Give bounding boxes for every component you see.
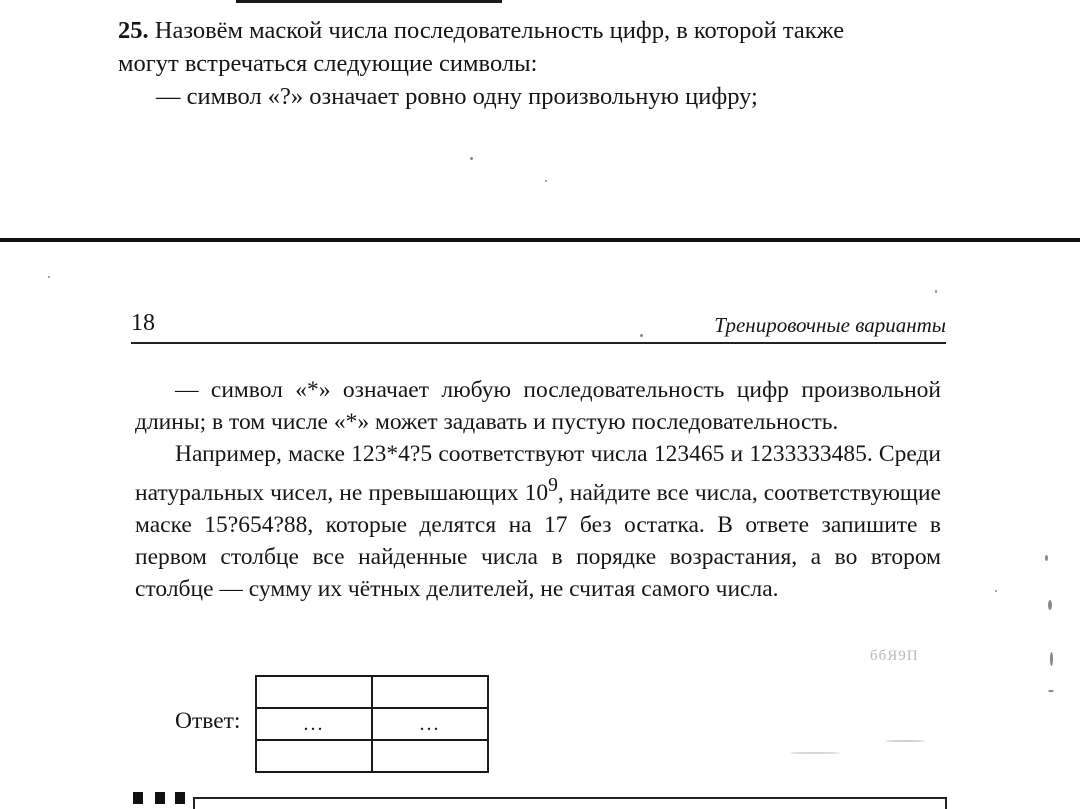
problem-body: [135, 374, 941, 605]
previous-page-excerpt: [118, 14, 948, 113]
scan-speck: [48, 276, 50, 278]
problem-number: 25.: [118, 17, 149, 44]
answer-cell[interactable]: [372, 740, 488, 772]
page-divider: [0, 238, 1080, 242]
scan-speck: [545, 180, 547, 182]
answer-row: [256, 676, 488, 708]
page-number: 18: [131, 310, 155, 336]
example-paragraph: [135, 438, 941, 605]
answer-table: [255, 675, 489, 773]
answer-cell[interactable]: ...: [256, 708, 372, 740]
page-header: [131, 310, 946, 344]
answer-row: [256, 708, 488, 740]
answer-cell[interactable]: [256, 676, 372, 708]
problem-text-line2: могут встречаться следующие символы:: [118, 50, 538, 77]
scan-speck: [790, 752, 840, 754]
scan-speck: [1050, 652, 1053, 666]
next-section-frame: [193, 797, 947, 809]
example-text-part2: , найдите все числа, соответствующие маске 15?654?88, которые делятся на 17 без остатка. В ответе запишите в первом столбце все найденные числа в порядке возрастания, а во втором столбце — сумму их чётных делителей, не считая самого числа.: [135, 479, 941, 602]
bottom-crop-marks: [133, 792, 193, 804]
answer-cell[interactable]: [256, 740, 372, 772]
bullet-question-symbol: — символ «?» означает ровно одну произвольную цифру;: [156, 83, 758, 110]
answer-cell[interactable]: ...: [372, 708, 488, 740]
faded-print-artifact: ббЯ9П: [870, 648, 919, 664]
scan-speck: [640, 334, 643, 337]
scan-speck: [935, 290, 937, 293]
scan-speck: [1045, 555, 1048, 561]
scan-speck: [470, 157, 473, 160]
answer-label: Ответ:: [175, 708, 241, 734]
exponent: 9: [548, 475, 558, 496]
scan-speck: [1048, 600, 1052, 610]
top-rule: [236, 0, 502, 3]
answer-row: [256, 740, 488, 772]
bullet-star-symbol: — символ «*» означает любую последовательность цифр произвольной длины; в том числе «*» может задавать и пустую последовательность.: [135, 377, 941, 435]
answer-cell[interactable]: [372, 676, 488, 708]
example-text-part1: Например, маске 123*4?5 соответствуют числа 123465 и 1233333485. Среди натуральных чисел, не превышающих 10: [135, 441, 941, 506]
scan-speck: [885, 740, 925, 742]
running-title: Тренировочные варианты: [714, 313, 946, 337]
problem-text-line1: Назовём маской числа последовательность цифр, в которой также: [154, 17, 845, 44]
problem-statement: [118, 14, 948, 47]
scan-speck: [1048, 690, 1054, 692]
scan-speck: [995, 590, 997, 592]
